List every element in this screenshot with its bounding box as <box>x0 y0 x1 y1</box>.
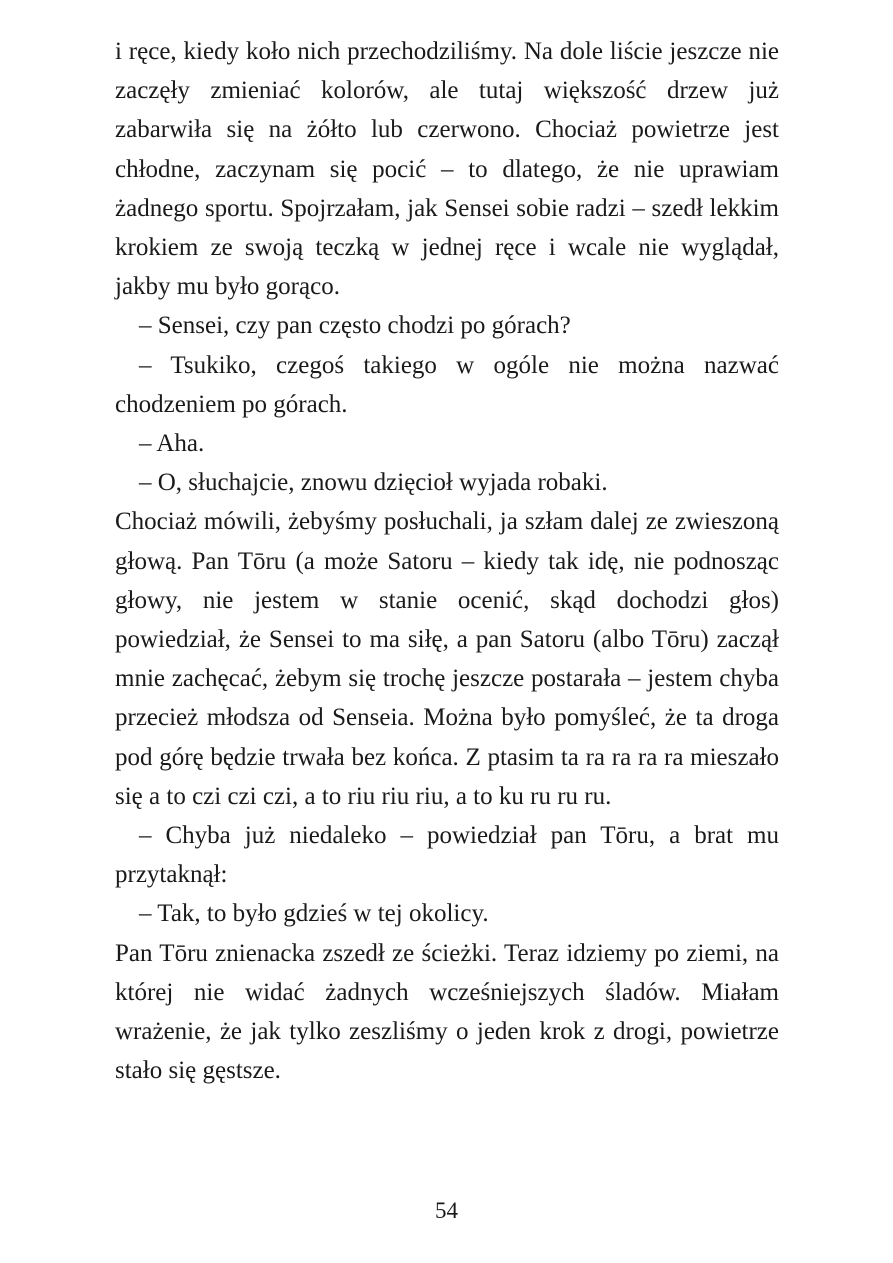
paragraph: Chociaż mówili, żebyśmy posłuchali, ja szłam dalej ze zwieszoną głową. Pan Tōru (a może Satoru – kiedy tak idę, nie podnosząc głowy, nie jestem w stanie ocenić, skąd dochodzi głos) powiedział, że Sensei to ma siłę, a pan Satoru (albo Tōru) zaczął mnie zachęcać, żebym się trochę jeszcze postarała – jestem chyba przecież młodsza od Senseia. Można było pomyśleć, że ta droga pod górę będzie trwała bez końca. Z ptasim ta ra ra ra ra mieszało się a to czi czi czi, a to riu riu riu, a to ku ru ru ru. <box>115 508 779 810</box>
dialogue-line: – Sensei, czy pan często chodzi po górach? <box>139 312 571 340</box>
page-text <box>115 32 779 1090</box>
dialogue-line: – Chyba już niedaleko – powiedział pan Tōru, a brat mu przytaknął: <box>115 822 779 889</box>
paragraph: Pan Tōru znienacka zszedł ze ścieżki. Teraz idziemy po ziemi, na której nie widać żadnych wcześniejszych śladów. Miałam wrażenie, że jak tylko zeszliśmy o jeden krok z drogi, powietrze stało się gęstsze. <box>115 939 779 1085</box>
dialogue-line: – Tsukiko, czegoś takiego w ogóle nie można nazwać chodzeniem po górach. <box>115 351 779 418</box>
dialogue-line: – Tak, to było gdzieś w tej okolicy. <box>139 900 489 928</box>
dialogue-line: – Aha. <box>139 430 205 458</box>
page-number: 54 <box>435 1198 458 1223</box>
paragraph: i ręce, kiedy koło nich przechodziliśmy. Na dole liście jeszcze nie zaczęły zmieniać kolorów, ale tutaj większość drzew już zabarwiła się na żółto lub czerwono. Chociaż powietrze jest chłodne, zaczynam się pocić – to dlatego, że nie uprawiam żadnego sportu. Spojrzałam, jak Sensei sobie radzi – szedł lekkim krokiem ze swoją teczką w jednej ręce i wcale nie wyglądał, jakby mu było gorąco. <box>115 38 779 301</box>
dialogue-line: – O, słuchajcie, znowu dzięcioł wyjada robaki. <box>139 469 608 497</box>
